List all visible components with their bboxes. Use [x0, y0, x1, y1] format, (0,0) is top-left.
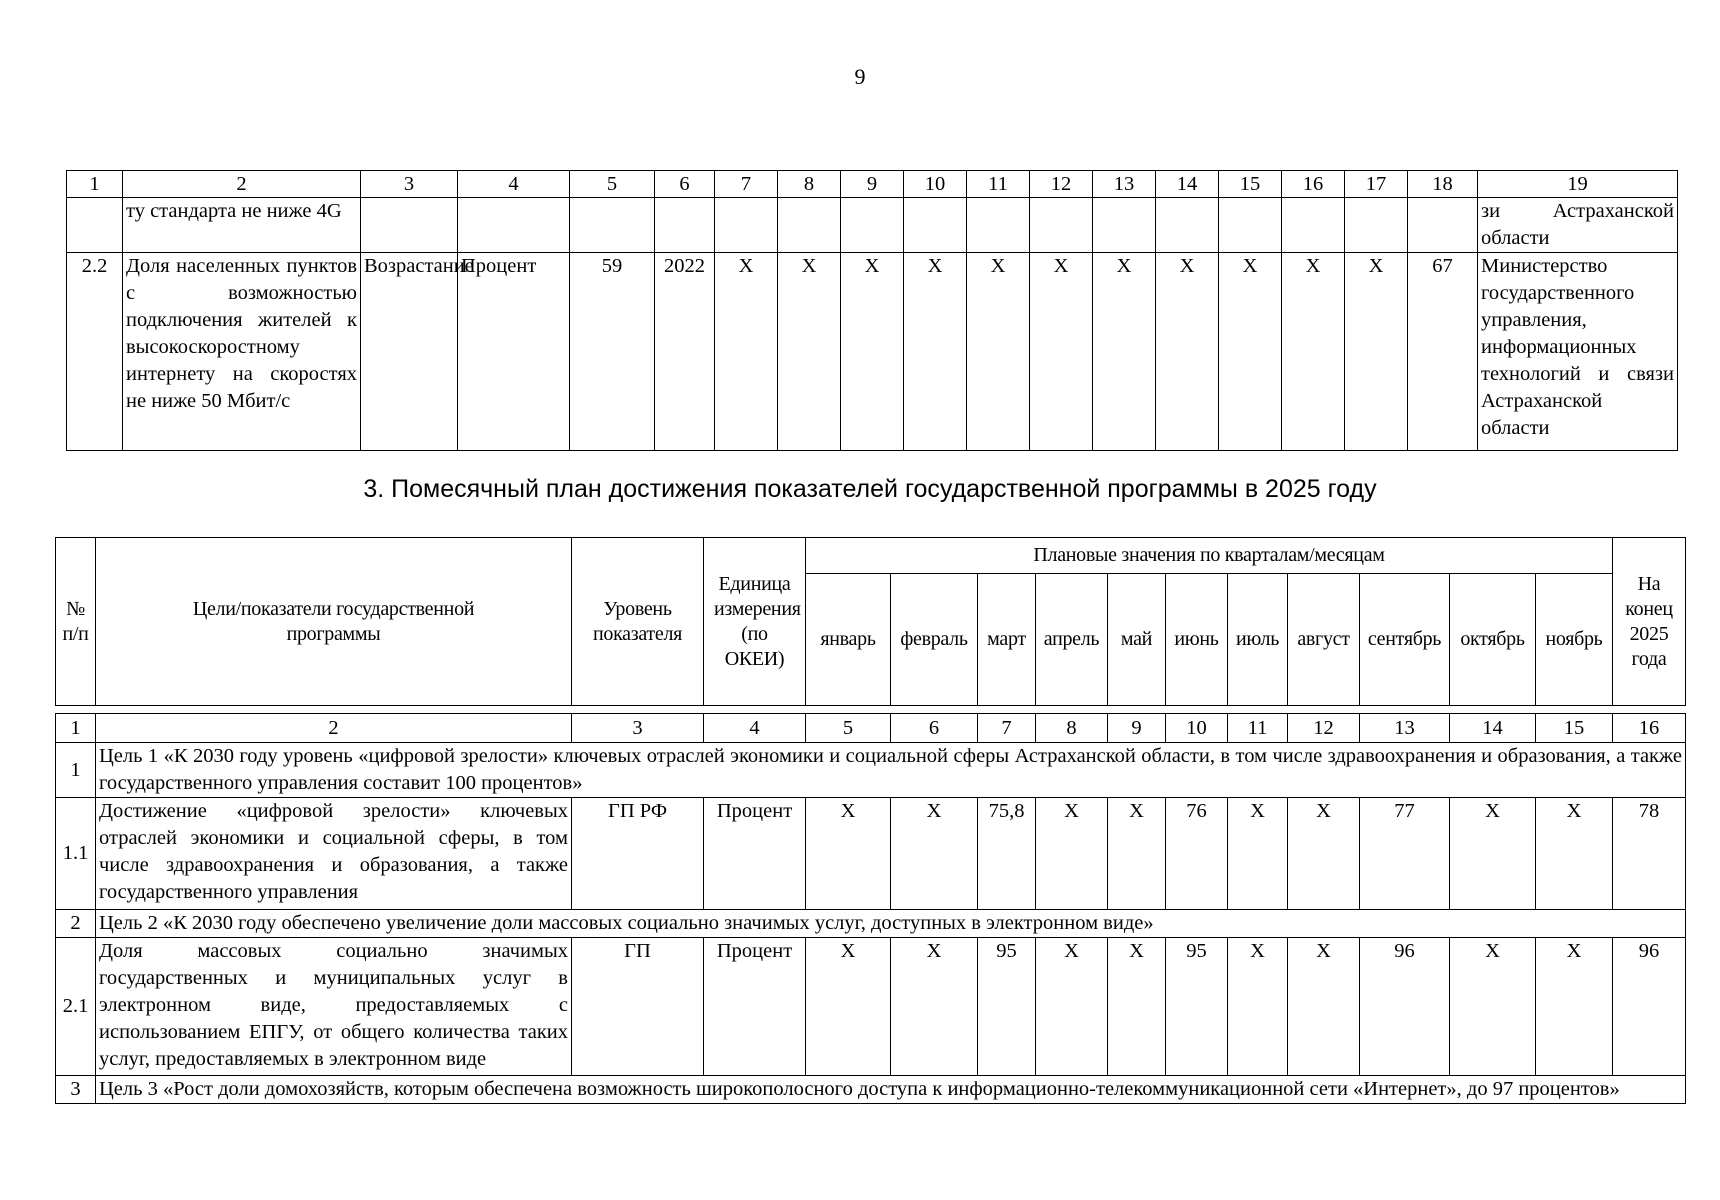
responsible: Министерство государственного управления, информационных технологий и связи Астраханской области	[1478, 253, 1678, 451]
value-cell: X	[1030, 253, 1093, 451]
month-value: 95	[1166, 938, 1228, 1076]
header-unit: Единица измерения (по ОКЕИ)	[704, 538, 806, 706]
col-number: 3	[361, 171, 458, 198]
unit: Процент	[458, 253, 570, 451]
col-number: 9	[1108, 714, 1166, 743]
col-number: 18	[1408, 171, 1478, 198]
row-number: 1	[56, 743, 96, 798]
section-title: 3. Помесячный план достижения показателей государственной программы в 2025 году	[363, 475, 1377, 503]
month-value: X	[1036, 798, 1108, 910]
indicator-name-cont: ту стандарта не ниже 4G	[123, 198, 361, 253]
goal-text: Цель 2 «К 2030 году обеспечено увеличение доли массовых социально значимых услуг, доступных в электронном виде»	[96, 910, 1686, 938]
month-value: X	[1450, 798, 1536, 910]
column-number-row	[56, 714, 1686, 743]
table-row	[67, 253, 1678, 451]
indicator-level: ГП РФ	[572, 798, 704, 910]
month-value: X	[891, 938, 978, 1076]
col-number: 19	[1478, 171, 1678, 198]
col-number: 15	[1219, 171, 1282, 198]
col-number: 2	[123, 171, 361, 198]
indicator-name: Достижение «цифровой зрелости» ключевых отраслей экономики и социальной сферы, в том числе здравоохранения и образования, а также государственного управления	[96, 798, 572, 910]
col-number: 11	[967, 171, 1030, 198]
header-month: апрель	[1036, 574, 1108, 706]
month-value: X	[1108, 798, 1166, 910]
col-number: 6	[655, 171, 715, 198]
header-month: май	[1108, 574, 1166, 706]
month-value: X	[891, 798, 978, 910]
value-cell: X	[1282, 253, 1345, 451]
header-month: октябрь	[1450, 574, 1536, 706]
month-value: X	[1288, 938, 1360, 1076]
header-planned: Плановые значения по кварталам/месяцам	[806, 538, 1613, 574]
month-value: X	[1036, 938, 1108, 1076]
row-number: 3	[56, 1076, 96, 1104]
col-number: 5	[806, 714, 891, 743]
end-value: 78	[1613, 798, 1686, 910]
col-number: 14	[1156, 171, 1219, 198]
row-number: 2.2	[67, 253, 123, 451]
header-end: На конец 2025 года	[1613, 538, 1686, 706]
month-value: X	[1228, 938, 1288, 1076]
col-number: 9	[841, 171, 904, 198]
month-value: X	[1450, 938, 1536, 1076]
month-value: X	[806, 938, 891, 1076]
value-cell: X	[904, 253, 967, 451]
col-number: 17	[1345, 171, 1408, 198]
header-num: № п/п	[56, 538, 96, 706]
col-number: 11	[1228, 714, 1288, 743]
value-cell: X	[778, 253, 841, 451]
goal-row	[56, 910, 1686, 938]
goal-row	[56, 743, 1686, 798]
col-number: 4	[704, 714, 806, 743]
col-number: 1	[56, 714, 96, 743]
header-month: ноябрь	[1536, 574, 1613, 706]
month-value: X	[806, 798, 891, 910]
col-number: 3	[572, 714, 704, 743]
row-number: 2	[56, 910, 96, 938]
indicator-name: Доля населенных пунктов с возможностью подключения жителей к высокоскоростному интернету на скоростях не ниже 50 Мбит/с	[123, 253, 361, 451]
col-number: 7	[978, 714, 1036, 743]
col-number: 7	[715, 171, 778, 198]
indicator-row	[56, 798, 1686, 910]
col-number: 16	[1282, 171, 1345, 198]
header-month: февраль	[891, 574, 978, 706]
col-number: 8	[778, 171, 841, 198]
base-year: 2022	[655, 253, 715, 451]
month-value: X	[1536, 938, 1613, 1076]
header-month: июнь	[1166, 574, 1228, 706]
col-number: 15	[1536, 714, 1613, 743]
value-cell: X	[715, 253, 778, 451]
column-number-row	[67, 171, 1678, 198]
indicator-row	[56, 938, 1686, 1076]
month-value: 77	[1360, 798, 1450, 910]
month-value: X	[1536, 798, 1613, 910]
goal-row	[56, 1076, 1686, 1104]
responsible-cont: зи Астраханской области	[1478, 198, 1678, 253]
value-cell: X	[1156, 253, 1219, 451]
col-number: 4	[458, 171, 570, 198]
header-month: август	[1288, 574, 1360, 706]
month-value: 95	[978, 938, 1036, 1076]
indicator-name: Доля массовых социально значимых государственных и муниципальных услуг в электронном виде, предоставляемых с использованием ЕПГУ, от общего количества таких услуг, предоставляемых в электронном виде	[96, 938, 572, 1076]
indicators-table-continued	[66, 170, 1678, 451]
target-value: 67	[1408, 253, 1478, 451]
col-number: 10	[1166, 714, 1228, 743]
col-number: 13	[1360, 714, 1450, 743]
end-value: 96	[1613, 938, 1686, 1076]
header-month: сентябрь	[1360, 574, 1450, 706]
trend: Возрастание	[361, 253, 458, 451]
value-cell: X	[1219, 253, 1282, 451]
header-level: Уровень показателя	[572, 538, 704, 706]
header-month: январь	[806, 574, 891, 706]
indicator-unit: Процент	[704, 938, 806, 1076]
month-value: 75,8	[978, 798, 1036, 910]
month-value: 76	[1166, 798, 1228, 910]
month-value: X	[1108, 938, 1166, 1076]
col-number: 16	[1613, 714, 1686, 743]
plan-table-body	[55, 713, 1686, 1104]
col-number: 12	[1030, 171, 1093, 198]
col-number: 8	[1036, 714, 1108, 743]
row-number: 1.1	[56, 798, 96, 910]
col-number: 14	[1450, 714, 1536, 743]
col-number: 6	[891, 714, 978, 743]
header-month: март	[978, 574, 1036, 706]
indicator-level: ГП	[572, 938, 704, 1076]
col-number: 5	[570, 171, 655, 198]
goal-text: Цель 1 «К 2030 году уровень «цифровой зрелости» ключевых отраслей экономики и социальной сферы Астраханской области, в том числе здравоохранения и образования, а также государственного управления составит 100 процентов»	[96, 743, 1686, 798]
col-number: 12	[1288, 714, 1360, 743]
value-cell: X	[841, 253, 904, 451]
row-number: 2.1	[56, 938, 96, 1076]
col-number: 10	[904, 171, 967, 198]
header-goals: Цели/показатели государственной программы	[96, 538, 572, 706]
month-value: X	[1288, 798, 1360, 910]
page-number: 9	[854, 64, 866, 89]
value-cell: X	[1093, 253, 1156, 451]
value-cell: X	[967, 253, 1030, 451]
header-month: июль	[1228, 574, 1288, 706]
continuation-row	[67, 198, 1678, 253]
plan-table-header	[55, 537, 1686, 706]
value-cell: X	[1345, 253, 1408, 451]
goal-text: Цель 3 «Рост доли домохозяйств, которым обеспечена возможность широкополосного доступа к информационно-телекоммуникационной сети «Интернет», до 97 процентов»	[96, 1076, 1686, 1104]
col-number: 1	[67, 171, 123, 198]
indicator-unit: Процент	[704, 798, 806, 910]
month-value: X	[1228, 798, 1288, 910]
month-value: 96	[1360, 938, 1450, 1076]
col-number: 13	[1093, 171, 1156, 198]
col-number: 2	[96, 714, 572, 743]
base-value: 59	[570, 253, 655, 451]
